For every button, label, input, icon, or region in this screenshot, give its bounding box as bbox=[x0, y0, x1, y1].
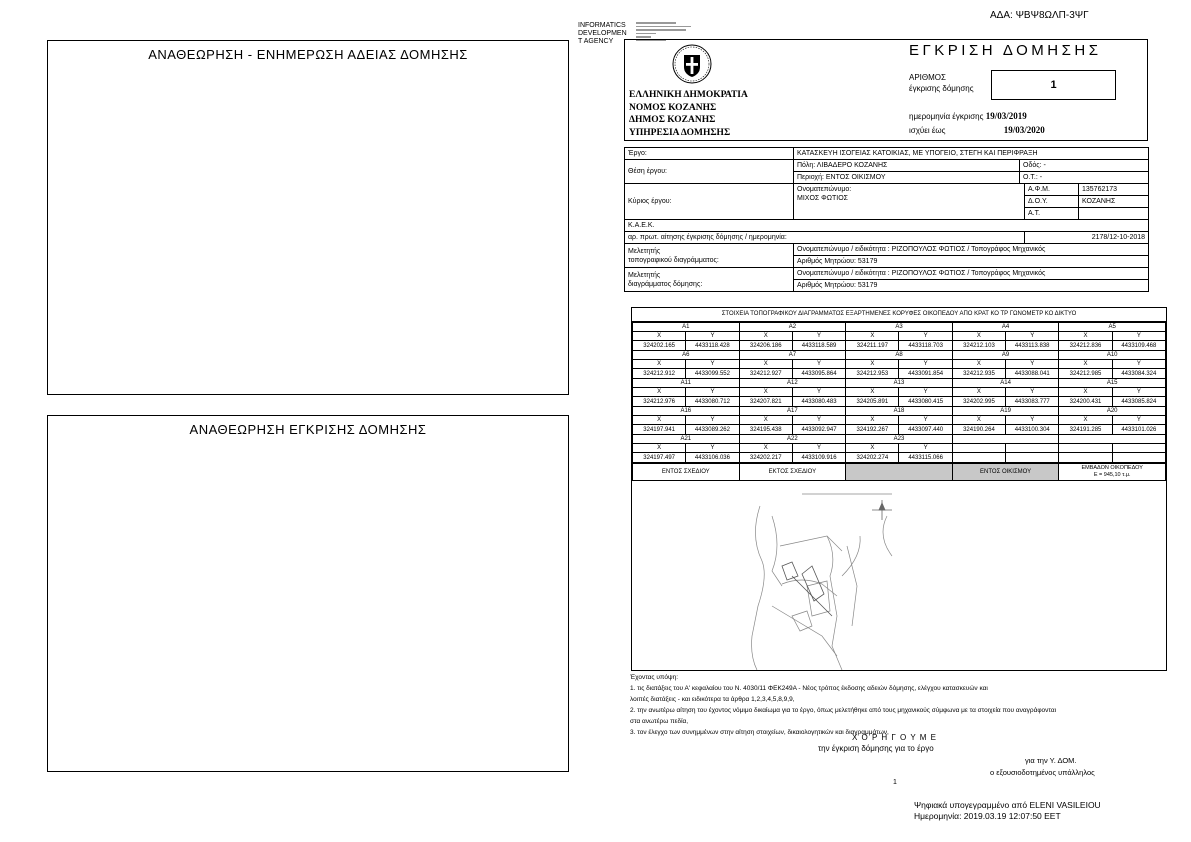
x-header: X bbox=[1059, 416, 1112, 425]
vertex-y bbox=[1006, 453, 1059, 463]
vertex-label bbox=[1059, 435, 1166, 444]
vertex-y: 4433109.468 bbox=[1112, 341, 1165, 351]
grant-subtext: την έγκριση δόμησης για το έργο bbox=[818, 744, 934, 753]
vertex-y: 4433100.304 bbox=[1006, 425, 1059, 435]
vertex-label: A9 bbox=[952, 351, 1059, 360]
project-value: ΚΑΤΑΣΚΕΥΗ ΙΣΟΓΕΙΑΣ ΚΑΤΟΙΚΙΑΣ, ΜΕ ΥΠΟΓΕΙΟ, ΣΤΕΓΗ ΚΑΙ ΠΕΡΙΦΡΑΞΗ bbox=[794, 148, 1149, 160]
note-2b: στα ανωτέρω πεδία, bbox=[630, 718, 689, 725]
vertex-x: 324206.186 bbox=[739, 341, 792, 351]
location-ot: Ο.Τ.: - bbox=[1020, 172, 1149, 184]
at-value bbox=[1079, 208, 1149, 220]
y-header: Y bbox=[686, 332, 739, 341]
vertex-x: 324190.264 bbox=[952, 425, 1005, 435]
location-city: Πόλη: ΛΙΒΑΔΕΡΟ ΚΟΖΑΝΗΣ bbox=[794, 160, 1020, 172]
vertex-x: 324212.935 bbox=[952, 369, 1005, 379]
approval-number-label: ΑΡΙΘΜΟΣ έγκρισης δόμησης bbox=[909, 73, 974, 93]
north-arrow-icon bbox=[872, 500, 892, 520]
vertex-y: 4433099.552 bbox=[686, 369, 739, 379]
coords-label-row bbox=[633, 435, 1166, 444]
topo-designer-name: Ονοματεπώνυμο / ειδικότητα : ΡΙΖΟΠΟΥΛΟΣ ΦΩΤΙΟΣ / Τοπογράφος Μηχανικός bbox=[794, 244, 1149, 256]
at-label: Α.Τ. bbox=[1025, 208, 1079, 220]
y-header bbox=[1006, 444, 1059, 453]
vertex-x: 324192.267 bbox=[846, 425, 899, 435]
vertex-x bbox=[1059, 453, 1112, 463]
location-street: Οδός: - bbox=[1020, 160, 1149, 172]
note-2: 2. την ανωτέρω αίτηση του έχοντος νόμιμο δικαίωμα για το έργο, όπως μελετήθηκε από τους μηχανικούς σύμφωνα με τα στοιχεία που αναγράφονται bbox=[630, 707, 1057, 714]
vertex-x: 324197.497 bbox=[633, 453, 686, 463]
doy-value: ΚΟΖΑΝΗΣ bbox=[1079, 196, 1149, 208]
x-header: X bbox=[1059, 360, 1112, 369]
vertex-label bbox=[952, 435, 1059, 444]
vertex-label: A18 bbox=[846, 407, 953, 416]
x-header: X bbox=[846, 388, 899, 397]
vertex-x: 324195.438 bbox=[739, 425, 792, 435]
vertex-y: 4433118.703 bbox=[899, 341, 952, 351]
project-info-table bbox=[624, 147, 1149, 292]
coords-head-row bbox=[633, 332, 1166, 341]
x-header bbox=[1059, 444, 1112, 453]
vertex-x: 324197.941 bbox=[633, 425, 686, 435]
coords-value-row bbox=[633, 341, 1166, 351]
coords-value-row bbox=[633, 397, 1166, 407]
coords-label-row bbox=[633, 407, 1166, 416]
vertex-label: A5 bbox=[1059, 323, 1166, 332]
y-header: Y bbox=[899, 360, 952, 369]
x-header: X bbox=[952, 332, 1005, 341]
approval-date-row: ημερομηνία έγκρισης 19/03/2019 bbox=[909, 111, 1027, 121]
y-header: Y bbox=[1112, 388, 1165, 397]
ada-code: ΑΔΑ: ΨΒΨ8ΩΛΠ-3ΨΓ bbox=[990, 10, 1089, 21]
x-header: X bbox=[1059, 332, 1112, 341]
vertex-x: 324212.836 bbox=[1059, 341, 1112, 351]
vertex-y: 4433101.026 bbox=[1112, 425, 1165, 435]
coords-label-row bbox=[633, 351, 1166, 360]
vertex-y: 4433106.036 bbox=[686, 453, 739, 463]
vertex-x: 324212.976 bbox=[633, 397, 686, 407]
vertex-x: 324205.891 bbox=[846, 397, 899, 407]
y-header: Y bbox=[686, 444, 739, 453]
topo-designer-label: Μελετητής τοπογραφικού διαγράμματος: bbox=[625, 244, 794, 268]
vertex-y: 4433088.041 bbox=[1006, 369, 1059, 379]
panel-revision-update bbox=[47, 40, 569, 395]
vertex-x bbox=[952, 453, 1005, 463]
vertex-x: 324212.103 bbox=[952, 341, 1005, 351]
y-header: Y bbox=[1006, 388, 1059, 397]
notes-block bbox=[630, 672, 1170, 738]
coords-label-row bbox=[633, 379, 1166, 388]
site-plan-drawing bbox=[632, 476, 1166, 670]
vertex-x: 324202.995 bbox=[952, 397, 1005, 407]
y-header: Y bbox=[792, 444, 845, 453]
y-header: Y bbox=[899, 388, 952, 397]
approval-header-box bbox=[624, 39, 1148, 141]
y-header: Y bbox=[1006, 360, 1059, 369]
vertex-x: 324212.912 bbox=[633, 369, 686, 379]
x-header: X bbox=[846, 360, 899, 369]
vertex-label: A21 bbox=[633, 435, 740, 444]
vertex-label: A10 bbox=[1059, 351, 1166, 360]
y-header: Y bbox=[899, 444, 952, 453]
plot-area: ΕΜΒΑΔΟΝ ΟΙΚΟΠΕΔΟΥ Ε = 945,10 τ.μ. bbox=[1059, 464, 1166, 481]
x-header: X bbox=[739, 416, 792, 425]
x-header bbox=[952, 444, 1005, 453]
build-designer-reg: Αριθμός Μητρώου: 53179 bbox=[794, 280, 1149, 292]
y-header: Y bbox=[792, 360, 845, 369]
vertex-x: 324212.927 bbox=[739, 369, 792, 379]
vertex-y: 4433085.824 bbox=[1112, 397, 1165, 407]
vertex-label: A20 bbox=[1059, 407, 1166, 416]
x-header: X bbox=[633, 388, 686, 397]
vertex-x: 324200.431 bbox=[1059, 397, 1112, 407]
x-header: X bbox=[846, 444, 899, 453]
vertex-x: 324212.953 bbox=[846, 369, 899, 379]
note-1: 1. τις διατάξεις του Α' κεφαλαίου του Ν. 4030/11 ΦΕΚ249Α - Νέος τρόπος έκδοσης αδειών δόμησης, ελέγχου κατασκευών και bbox=[630, 685, 988, 692]
agency-name: INFORMATICS DEVELOPMEN T AGENCY bbox=[578, 22, 627, 45]
note-1b: λοιπές διατάξεις - και ειδικότερα τα άρθρα 1,2,3,4,5,8,9,9, bbox=[630, 696, 795, 703]
location-area: Περιοχή: ΕΝΤΟΣ ΟΙΚΙΣΜΟΥ bbox=[794, 172, 1020, 184]
x-header: X bbox=[739, 444, 792, 453]
vertex-label: A23 bbox=[846, 435, 953, 444]
y-header: Y bbox=[1006, 416, 1059, 425]
y-header: Y bbox=[792, 416, 845, 425]
vertex-x: 324202.274 bbox=[846, 453, 899, 463]
approval-number-box bbox=[991, 70, 1116, 100]
status-outside-plan: ΕΚΤΟΣ ΣΧΕΔΙΟΥ bbox=[739, 464, 846, 481]
coords-value-row bbox=[633, 425, 1166, 435]
note-3: 3. τον έλεγχο των συνημμένων στην αίτηση στοιχείων, δικαιολογητικών και διαγραμμάτων, bbox=[630, 729, 889, 736]
vertex-y: 4433080.415 bbox=[899, 397, 952, 407]
x-header: X bbox=[739, 388, 792, 397]
y-header: Y bbox=[1006, 332, 1059, 341]
approval-valid-row: ισχύει έως 19/03/2020 bbox=[909, 125, 1045, 135]
coords-value-row bbox=[633, 369, 1166, 379]
coords-head-row bbox=[633, 360, 1166, 369]
vertex-label: A4 bbox=[952, 323, 1059, 332]
vertex-label: A12 bbox=[739, 379, 846, 388]
vertex-label: A19 bbox=[952, 407, 1059, 416]
owner-block: Ονοματεπώνυμο: ΜΙΧΟΣ ΦΩΤΙΟΣ bbox=[794, 184, 1025, 220]
page-number: 1 bbox=[893, 779, 897, 786]
status-inside-plan: ΕΝΤΟΣ ΣΧΕΔΙΟΥ bbox=[633, 464, 740, 481]
approval-number-value: 1 bbox=[1050, 79, 1057, 91]
vertex-x: 324207.821 bbox=[739, 397, 792, 407]
signatory-line-1: για την Υ. ΔΟΜ. bbox=[1025, 756, 1077, 765]
vertex-x: 324212.985 bbox=[1059, 369, 1112, 379]
owner-label: Κύριος έργου: bbox=[625, 184, 794, 220]
x-header: X bbox=[846, 332, 899, 341]
kaek-label: Κ.Α.Ε.Κ. bbox=[625, 220, 1149, 232]
panel-revision-approval bbox=[47, 415, 569, 772]
project-label: Έργο: bbox=[625, 148, 794, 160]
x-header: X bbox=[1059, 388, 1112, 397]
vertex-x: 324202.217 bbox=[739, 453, 792, 463]
x-header: X bbox=[633, 332, 686, 341]
y-header: Y bbox=[686, 388, 739, 397]
notes-heading: Έχοντας υπόψη: bbox=[630, 674, 679, 681]
vertex-label: A2 bbox=[739, 323, 846, 332]
vertex-y: 4433097.440 bbox=[899, 425, 952, 435]
x-header: X bbox=[633, 416, 686, 425]
x-header: X bbox=[952, 388, 1005, 397]
vertex-label: A14 bbox=[952, 379, 1059, 388]
topo-designer-reg: Αριθμός Μητρώου: 53179 bbox=[794, 256, 1149, 268]
vertex-y: 4433118.428 bbox=[686, 341, 739, 351]
vertex-x: 324202.165 bbox=[633, 341, 686, 351]
vertex-label: A16 bbox=[633, 407, 740, 416]
y-header: Y bbox=[1112, 416, 1165, 425]
coords-value-row bbox=[633, 453, 1166, 463]
vertex-label: A1 bbox=[633, 323, 740, 332]
coords-table bbox=[632, 322, 1166, 463]
vertex-y: 4433080.483 bbox=[792, 397, 845, 407]
y-header: Y bbox=[899, 416, 952, 425]
build-designer-label: Μελετητής διαγράμματος δόμησης: bbox=[625, 268, 794, 292]
panel-revision-update-title: ΑΝΑΘΕΩΡΗΣΗ - ΕΝΗΜΕΡΩΣΗ ΑΔΕΙΑΣ ΔΟΜΗΣΗΣ bbox=[148, 47, 468, 62]
y-header: Y bbox=[899, 332, 952, 341]
vertex-label: A11 bbox=[633, 379, 740, 388]
vertex-label: A22 bbox=[739, 435, 846, 444]
vertex-label: A8 bbox=[846, 351, 953, 360]
y-header: Y bbox=[792, 332, 845, 341]
location-label: Θέση έργου: bbox=[625, 160, 794, 184]
x-header: X bbox=[633, 360, 686, 369]
y-header: Y bbox=[686, 360, 739, 369]
afm-value: 135762173 bbox=[1079, 184, 1149, 196]
vertex-label: A6 bbox=[633, 351, 740, 360]
vertex-label: A13 bbox=[846, 379, 953, 388]
x-header: X bbox=[739, 332, 792, 341]
vertex-y: 4433095.864 bbox=[792, 369, 845, 379]
vertex-y bbox=[1112, 453, 1165, 463]
greek-emblem-icon bbox=[671, 43, 713, 85]
vertex-y: 4433115.066 bbox=[899, 453, 952, 463]
vertex-y: 4433113.838 bbox=[1006, 341, 1059, 351]
signatory-line-2: ο εξουσιοδοτημένος υπάλληλος bbox=[990, 768, 1095, 777]
x-header: X bbox=[952, 416, 1005, 425]
request-label: αρ. πρωτ. αίτησης έγκρισης δόμησης / ημερομηνία: bbox=[625, 232, 1025, 244]
vertex-y: 4433084.324 bbox=[1112, 369, 1165, 379]
doy-label: Δ.Ο.Υ. bbox=[1025, 196, 1079, 208]
panel-revision-approval-title: ΑΝΑΘΕΩΡΗΣΗ ΕΓΚΡΙΣΗΣ ΔΟΜΗΣΗΣ bbox=[189, 422, 427, 437]
x-header: X bbox=[739, 360, 792, 369]
afm-label: Α.Φ.Μ. bbox=[1025, 184, 1079, 196]
status-inside-settlement: ΕΝΤΟΣ ΟΙΚΙΣΜΟΥ bbox=[952, 464, 1059, 481]
request-value: 2178/12-10-2018 bbox=[1025, 232, 1149, 244]
vertex-x: 324191.285 bbox=[1059, 425, 1112, 435]
vertex-y: 4433083.777 bbox=[1006, 397, 1059, 407]
coords-title: ΣΤΟΙΧΕΙΑ ΤΟΠΟΓΡΑΦΙΚΟΥ ΔΙΑΓΡΑΜΜΑΤΟΣ ΕΞΑΡΤΗΜΕΝΕΣ ΚΟΡΥΦΕΣ ΟΙΚΟΠΕΔΟΥ ΑΠΟ ΚΡΑΤ ΚΟ ΤΡ ΓΩΝΟΜΕΤΡ ΚΟ ΔΙΚΤΥΟ bbox=[632, 308, 1166, 322]
x-header: X bbox=[633, 444, 686, 453]
y-header: Y bbox=[792, 388, 845, 397]
approval-title: ΕΓΚΡΙΣΗ ΔΟΜΗΣΗΣ bbox=[909, 42, 1102, 59]
build-designer-name: Ονοματεπώνυμο / ειδικότητα : ΡΙΖΟΠΟΥΛΟΣ ΦΩΤΙΟΣ / Τοπογράφος Μηχανικός bbox=[794, 268, 1149, 280]
vertex-y: 4433118.589 bbox=[792, 341, 845, 351]
coords-label-row bbox=[633, 323, 1166, 332]
y-header: Y bbox=[686, 416, 739, 425]
vertex-y: 4433109.916 bbox=[792, 453, 845, 463]
issuer-block: ΕΛΛΗΝΙΚΗ ΔΗΜΟΚΡΑΤΙΑ ΝΟΜΟΣ ΚΟΖΑΝΗΣ ΔΗΜΟΣ ΚΟΖΑΝΗΣ ΥΠΗΡΕΣΙΑ ΔΟΜΗΣΗΣ bbox=[629, 90, 748, 138]
vertex-label: A15 bbox=[1059, 379, 1166, 388]
vertex-x: 324211.197 bbox=[846, 341, 899, 351]
x-header: X bbox=[846, 416, 899, 425]
coords-head-row bbox=[633, 388, 1166, 397]
coords-head-row bbox=[633, 444, 1166, 453]
y-header: Y bbox=[1112, 360, 1165, 369]
vertex-label: A17 bbox=[739, 407, 846, 416]
vertex-y: 4433080.712 bbox=[686, 397, 739, 407]
x-header: X bbox=[952, 360, 1005, 369]
y-header: Y bbox=[1112, 332, 1165, 341]
vertex-y: 4433089.262 bbox=[686, 425, 739, 435]
digital-signature: Ψηφιακά υπογεγραμμένο από ELENI VASILEIOU Ημερομηνία: 2019.03.19 12:07:50 EET bbox=[914, 800, 1101, 821]
vertex-y: 4433092.947 bbox=[792, 425, 845, 435]
vertex-y: 4433091.854 bbox=[899, 369, 952, 379]
grant-text: Χ Ο Ρ Η Γ Ο Υ Μ Ε bbox=[852, 733, 937, 742]
vertex-label: A3 bbox=[846, 323, 953, 332]
coords-head-row bbox=[633, 416, 1166, 425]
coords-section bbox=[631, 307, 1167, 671]
y-header bbox=[1112, 444, 1165, 453]
vertex-label: A7 bbox=[739, 351, 846, 360]
